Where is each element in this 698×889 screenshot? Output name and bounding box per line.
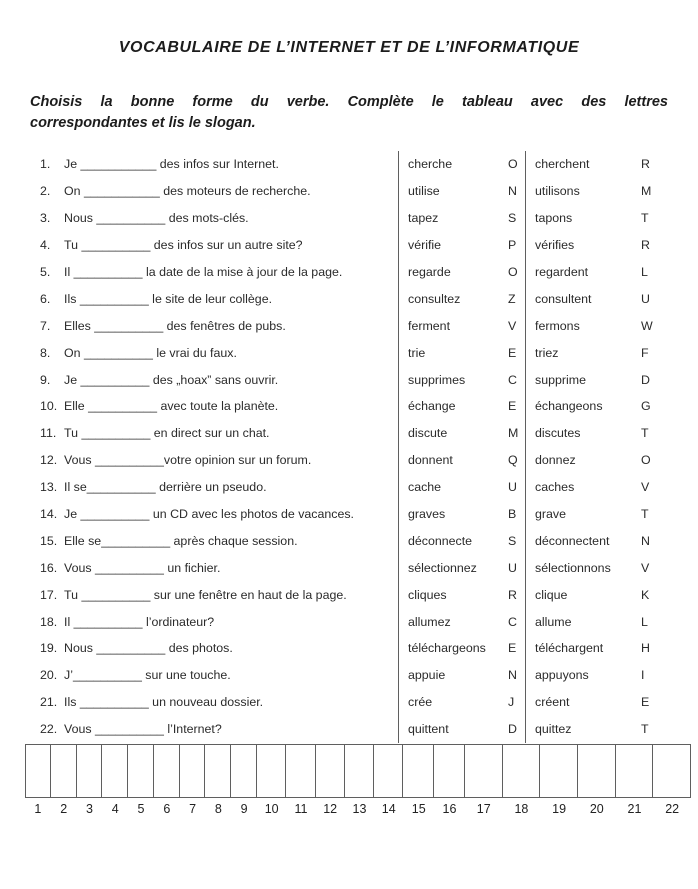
verb-option-1: échange [398, 393, 500, 420]
answer-cell-number: 15 [411, 801, 426, 816]
verb-option-1: trie [398, 339, 500, 366]
verb-option-2: clique [525, 581, 635, 608]
row-number: 9. [40, 372, 51, 387]
worksheet-page [0, 37, 698, 889]
answer-box [128, 744, 154, 798]
answer-cell [345, 744, 374, 816]
verb-letter-2: U [641, 291, 650, 306]
row-number: 20. [40, 668, 58, 683]
answer-box [205, 744, 231, 798]
verb-letter-1: D [508, 722, 517, 737]
verb-letter-1: C [508, 614, 517, 629]
exercise-row [0, 232, 698, 259]
exercise-row [0, 635, 698, 662]
verb-letter-2: O [641, 453, 651, 468]
sentence-text: Elle se__________ après chaque session. [64, 533, 298, 548]
answer-box [257, 744, 286, 798]
exercise-row [0, 716, 698, 743]
verb-option-1: crée [398, 689, 500, 716]
exercise-row [0, 474, 698, 501]
answer-cell-number: 20 [589, 801, 604, 816]
exercise-row [0, 259, 698, 286]
verb-option-2: quittez [525, 716, 635, 743]
answer-cell-number: 7 [189, 801, 197, 816]
answer-cell [205, 744, 231, 816]
answer-box [616, 744, 654, 798]
verb-letter-1: S [508, 533, 517, 548]
answer-box [540, 744, 578, 798]
answer-cell-number: 21 [627, 801, 642, 816]
row-number: 16. [40, 560, 58, 575]
exercise-table [0, 151, 698, 743]
verb-letter-1: U [508, 560, 517, 575]
answer-cell-number: 22 [665, 801, 680, 816]
sentence-text: On ___________ des moteurs de recherche. [64, 184, 311, 199]
verb-option-2: téléchargent [525, 635, 635, 662]
answer-cell [180, 744, 206, 816]
answer-box [316, 744, 345, 798]
row-number: 1. [40, 157, 51, 172]
sentence-text: Tu __________ des infos sur un autre site? [64, 238, 303, 253]
verb-option-2: échangeons [525, 393, 635, 420]
sentence-text: Il se__________ derrière un pseudo. [64, 480, 267, 495]
answer-box [51, 744, 77, 798]
verb-letter-1: V [508, 318, 517, 333]
exercise-row [0, 312, 698, 339]
answer-cell-number: 11 [294, 801, 308, 816]
verb-letter-2: V [641, 560, 650, 575]
verb-option-2: sélectionnons [525, 554, 635, 581]
verb-letter-1: Z [508, 291, 516, 306]
verb-letter-1: N [508, 184, 517, 199]
verb-option-1: vérifie [398, 232, 500, 259]
exercise-row [0, 151, 698, 178]
row-number: 7. [40, 318, 51, 333]
verb-letter-2: R [641, 238, 650, 253]
sentence-text: Il __________ la date de la mise à jour de la page. [64, 265, 343, 279]
answer-cell-number: 6 [163, 801, 171, 816]
answer-box [231, 744, 257, 798]
verb-letter-2: W [641, 318, 653, 333]
exercise-row [0, 205, 698, 232]
instructions [30, 92, 668, 134]
verb-letter-1: E [508, 399, 517, 414]
verb-option-1: cache [398, 474, 500, 501]
verb-letter-2: H [641, 641, 650, 656]
answer-cell [154, 744, 180, 816]
sentence-text: Nous __________ des mots-clés. [64, 211, 249, 226]
verb-option-2: créent [525, 689, 635, 716]
verb-letter-2: T [641, 722, 649, 737]
sentence-text: Tu __________ en direct sur un chat. [64, 426, 270, 441]
answer-cell-number: 18 [514, 801, 529, 816]
verb-option-1: discute [398, 420, 500, 447]
answer-grid [25, 744, 691, 816]
verb-letter-1: B [508, 507, 517, 522]
verb-option-2: grave [525, 501, 635, 528]
answer-cell [540, 744, 578, 816]
verb-option-1: regarde [398, 259, 500, 286]
verb-letter-2: R [641, 157, 650, 172]
answer-box [77, 744, 103, 798]
verb-option-1: donnent [398, 447, 500, 474]
sentence-text: Nous __________ des photos. [64, 641, 233, 656]
verb-letter-1: E [508, 641, 517, 656]
verb-option-2: déconnectent [525, 527, 635, 554]
answer-cell [102, 744, 128, 816]
row-number: 14. [40, 507, 58, 522]
verb-option-2: discutes [525, 420, 635, 447]
answer-cell-number: 1 [34, 801, 42, 816]
sentence-text: Elle __________ avec toute la planète. [64, 399, 279, 414]
answer-cell [616, 744, 654, 816]
verb-letter-2: K [641, 587, 650, 602]
verb-letter-2: L [641, 265, 648, 279]
row-number: 21. [40, 695, 58, 710]
answer-cell-number: 13 [352, 801, 367, 816]
row-number: 17. [40, 587, 58, 602]
sentence-text: Je __________ un CD avec les photos de vacances. [64, 507, 355, 522]
answer-cell [503, 744, 541, 816]
sentence-text: Elles __________ des fenêtres de pubs. [64, 318, 286, 333]
verb-option-2: consultent [525, 285, 635, 312]
answer-cell-number: 9 [240, 801, 248, 816]
row-number: 19. [40, 641, 58, 656]
verb-option-1: graves [398, 501, 500, 528]
answer-cell [77, 744, 103, 816]
sentence-text: Je __________ des „hoax” sans ouvrir. [64, 372, 279, 387]
answer-cell-number: 2 [60, 801, 68, 816]
exercise-row [0, 447, 698, 474]
sentence-text: Ils __________ le site de leur collège. [64, 291, 273, 306]
row-number: 4. [40, 238, 51, 253]
instructions-line-1: Choisis la bonne forme du verbe. Complète le tableau avec des lettres [30, 94, 668, 110]
row-number: 3. [40, 211, 51, 226]
answer-box [653, 744, 691, 798]
verb-option-2: appuyons [525, 662, 635, 689]
answer-cell-number: 16 [442, 801, 457, 816]
exercise-row [0, 393, 698, 420]
sentence-text: Vous __________ un fichier. [64, 560, 221, 575]
verb-option-2: tapons [525, 205, 635, 232]
row-number: 5. [40, 265, 51, 279]
exercise-row [0, 608, 698, 635]
verb-option-1: ferment [398, 312, 500, 339]
answer-box [503, 744, 541, 798]
answer-cell [374, 744, 403, 816]
verb-letter-1: O [508, 265, 518, 279]
row-number: 18. [40, 614, 58, 629]
answer-box [465, 744, 503, 798]
verb-letter-2: M [641, 184, 652, 199]
sentence-text: Je ___________ des infos sur Internet. [64, 157, 279, 172]
verb-option-1: téléchargeons [398, 635, 500, 662]
row-number: 8. [40, 345, 51, 360]
exercise-row [0, 581, 698, 608]
verb-option-1: supprimes [398, 366, 500, 393]
exercise-row [0, 501, 698, 528]
answer-box [345, 744, 374, 798]
exercise-row [0, 420, 698, 447]
answer-cell-number: 10 [264, 801, 279, 816]
page-title: VOCABULAIRE DE L’INTERNET ET DE L’INFORMATIQUE [118, 39, 580, 56]
answer-box [154, 744, 180, 798]
answer-cell [316, 744, 345, 816]
verb-letter-2: F [641, 345, 649, 360]
verb-option-2: utilisons [525, 178, 635, 205]
verb-letter-1: C [508, 372, 517, 387]
row-number: 11. [40, 426, 57, 441]
answer-box [102, 744, 128, 798]
verb-letter-1: E [508, 345, 517, 360]
answer-box [578, 744, 616, 798]
verb-letter-2: E [641, 695, 650, 710]
verb-letter-2: T [641, 507, 649, 522]
verb-option-1: quittent [398, 716, 500, 743]
exercise-row [0, 689, 698, 716]
sentence-text: Il __________ l’ordinateur? [64, 614, 215, 629]
answer-cell [465, 744, 503, 816]
verb-option-1: cherche [398, 151, 500, 178]
answer-cell-number: 3 [85, 801, 93, 816]
answer-cell [128, 744, 154, 816]
row-number: 10. [40, 399, 58, 414]
verb-option-1: cliques [398, 581, 500, 608]
verb-option-1: consultez [398, 285, 500, 312]
answer-box [25, 744, 51, 798]
exercise-row [0, 339, 698, 366]
sentence-text: On __________ le vrai du faux. [64, 345, 237, 360]
exercise-row [0, 554, 698, 581]
exercise-row [0, 527, 698, 554]
verb-option-1: allumez [398, 608, 500, 635]
answer-cell [231, 744, 257, 816]
exercise-row [0, 662, 698, 689]
verb-letter-1: Q [508, 453, 518, 468]
verb-option-1: déconnecte [398, 527, 500, 554]
verb-letter-2: T [641, 211, 649, 226]
verb-option-1: appuie [398, 662, 500, 689]
verb-option-1: sélectionnez [398, 554, 500, 581]
verb-letter-1: S [508, 211, 517, 226]
row-number: 2. [40, 184, 51, 199]
sentence-text: J’__________ sur une touche. [64, 668, 231, 683]
answer-box [180, 744, 206, 798]
answer-box [403, 744, 434, 798]
verb-letter-1: U [508, 480, 517, 495]
answer-cell [257, 744, 286, 816]
verb-option-2: allume [525, 608, 635, 635]
row-number: 22. [40, 722, 58, 737]
verb-letter-1: O [508, 157, 518, 172]
verb-letter-2: N [641, 533, 650, 548]
row-number: 6. [40, 291, 51, 306]
verb-letter-2: I [641, 668, 645, 683]
answer-cell-number: 5 [137, 801, 145, 816]
exercise-row [0, 178, 698, 205]
verb-letter-1: N [508, 668, 517, 683]
verb-letter-1: R [508, 587, 517, 602]
verb-option-2: regardent [525, 259, 635, 286]
answer-cell [286, 744, 315, 816]
exercise-row [0, 285, 698, 312]
row-number: 12. [40, 453, 58, 468]
answer-cell [434, 744, 465, 816]
sentence-text: Vous __________votre opinion sur un forum. [64, 453, 312, 468]
answer-box [374, 744, 403, 798]
answer-cell [25, 744, 51, 816]
answer-cell-number: 19 [552, 801, 567, 816]
verb-option-2: fermons [525, 312, 635, 339]
sentence-text: Tu __________ sur une fenêtre en haut de la page. [64, 587, 347, 602]
verb-option-2: vérifies [525, 232, 635, 259]
answer-cell [403, 744, 434, 816]
row-number: 13. [40, 480, 58, 495]
answer-cell-number: 12 [323, 801, 338, 816]
verb-option-1: utilise [398, 178, 500, 205]
verb-option-1: tapez [398, 205, 500, 232]
answer-cell-number: 17 [476, 801, 491, 816]
verb-letter-1: J [508, 695, 515, 710]
verb-letter-1: M [508, 426, 519, 441]
answer-cell-number: 14 [381, 801, 396, 816]
verb-option-2: supprime [525, 366, 635, 393]
verb-option-2: donnez [525, 447, 635, 474]
answer-cell [51, 744, 77, 816]
answer-cell [578, 744, 616, 816]
answer-box [434, 744, 465, 798]
instructions-line-2: correspondantes et lis le slogan. [30, 115, 256, 131]
verb-letter-2: L [641, 614, 648, 629]
verb-letter-2: D [641, 372, 650, 387]
verb-option-2: triez [525, 339, 635, 366]
verb-letter-2: V [641, 480, 650, 495]
row-number: 15. [40, 533, 58, 548]
exercise-row [0, 366, 698, 393]
sentence-text: Vous __________ l’Internet? [64, 722, 222, 737]
answer-box [286, 744, 315, 798]
verb-option-2: cherchent [525, 151, 635, 178]
verb-letter-2: G [641, 399, 651, 414]
verb-letter-2: T [641, 426, 649, 441]
verb-letter-1: P [508, 238, 517, 253]
answer-cell-number: 4 [111, 801, 119, 816]
answer-cell [653, 744, 691, 816]
sentence-text: Ils __________ un nouveau dossier. [64, 695, 264, 710]
answer-cell-number: 8 [214, 801, 222, 816]
verb-option-2: caches [525, 474, 635, 501]
